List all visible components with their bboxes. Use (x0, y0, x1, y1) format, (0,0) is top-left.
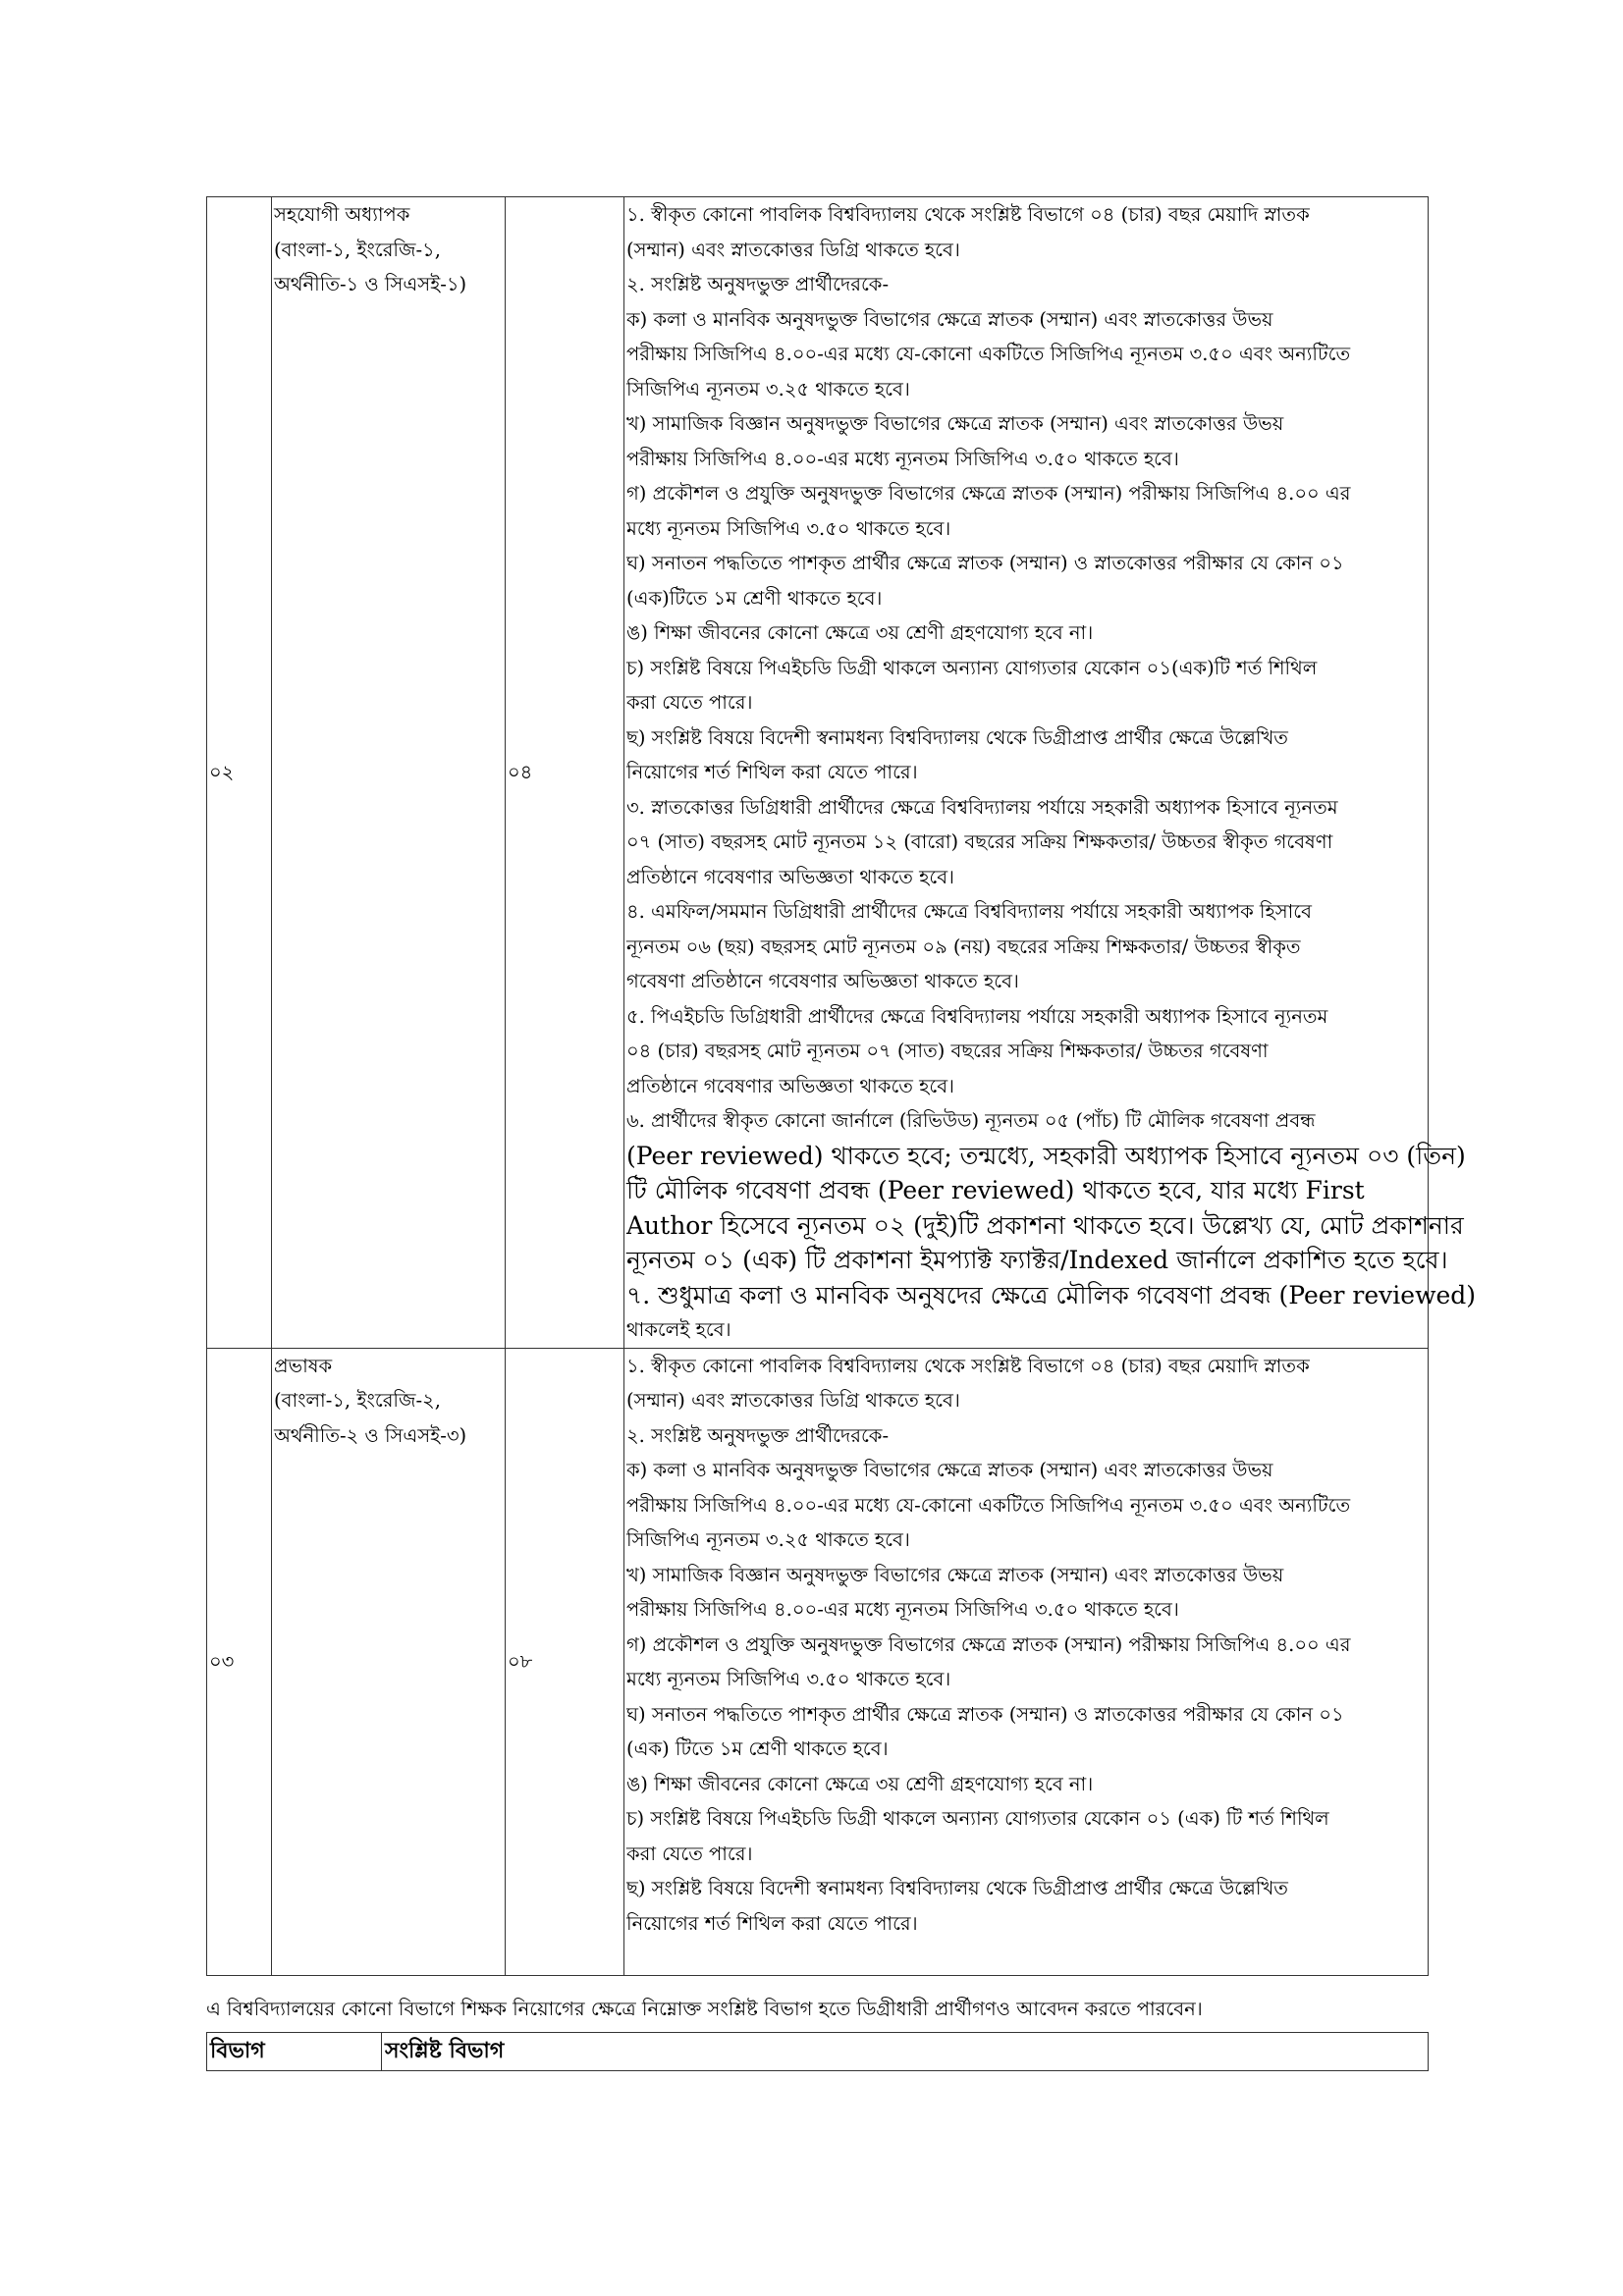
qualification-line: (এক)টিতে ১ম শ্রেণী থাকতে হবে। (626, 586, 883, 610)
eligibility-note: এ বিশ্ববিদ্যালয়ের কোনো বিভাগে শিক্ষক নিয়োগের ক্ষেত্রে নিম্নোক্ত সংশ্লিষ্ট বিভাগ হতে ডিগ্রীধারী প্রার্থীগণও আবেদন করতে পারবেন। (206, 1998, 1203, 2020)
qualification-line: করা যেতে পারে। (626, 691, 753, 714)
qualification-line: ঘ) সনাতন পদ্ধতিতে পাশকৃত প্রার্থীর ক্ষেত্রে স্নাতক (সম্মান) ও স্নাতকোত্তর পরীক্ষার যে কোন ০১ (626, 552, 1344, 574)
qualification-line: খ) সামাজিক বিজ্ঞান অনুষদভুক্ত বিভাগের ক্ষেত্রে স্নাতক (সম্মান) এবং স্নাতকোত্তর উভয় (626, 412, 1284, 435)
qualification-line: খ) সামাজিক বিজ্ঞান অনুষদভুক্ত বিভাগের ক্ষেত্রে স্নাতক (সম্মান) এবং স্নাতকোত্তর উভয় (626, 1563, 1284, 1586)
qualification-line: নিয়োগের শর্ত শিথিল করা যেতে পারে। (626, 1911, 918, 1935)
qualification-line: ন্যূনতম ০১ (এক) টি প্রকাশনা ইমপ্যাক্ট ফ্যাক্টর/Indexed জার্নালে প্রকাশিত হতে হবে। (626, 1246, 1448, 1274)
blank-line (626, 1941, 1428, 1975)
serial-cell: ০২ (207, 197, 272, 1349)
qualification-line: প্রতিষ্ঠানে গবেষণার অভিজ্ঞতা থাকতে হবে। (626, 865, 955, 888)
qualification-line: চ) সংশ্লিষ্ট বিষয়ে পিএইচডি ডিগ্রী থাকলে অন্যান্য যোগ্যতার যেকোন ০১(এক)টি শর্ত শিথিল (626, 656, 1318, 679)
qualification-line: নিয়োগের শর্ত শিথিল করা যেতে পারে। (626, 761, 918, 783)
qualification-line: পরীক্ষায় সিজিপিএ ৪.০০-এর মধ্যে যে-কোনো একটিতে সিজিপিএ ন্যূনতম ৩.৫০ এবং অন্যটিতে (626, 1493, 1351, 1517)
qualification-line: সিজিপিএ ন্যূনতম ৩.২৫ থাকতে হবে। (626, 377, 910, 400)
qualification-line: ঙ) শিক্ষা জীবনের কোনো ক্ষেত্রে ৩য় শ্রেণী গ্রহণযোগ্য হবে না। (626, 621, 1094, 644)
qualification-line: (সম্মান) এবং স্নাতকোত্তর ডিগ্রি থাকতে হবে। (626, 238, 960, 261)
qualification-line: (এক) টিতে ১ম শ্রেণী থাকতে হবে। (626, 1737, 889, 1760)
qualification-line: Author হিসেবে ন্যূনতম ০২ (দুই)টি প্রকাশনা থাকতে হবে। উল্লেখ্য যে, মোট প্রকাশনার (626, 1210, 1464, 1240)
qualification-line: ক) কলা ও মানবিক অনুষদভুক্ত বিভাগের ক্ষেত্রে স্নাতক (সম্মান) এবং স্নাতকোত্তর উভয় (626, 1459, 1273, 1481)
qualification-line: প্রতিষ্ঠানে গবেষণার অভিজ্ঞতা থাকতে হবে। (626, 1074, 955, 1097)
post-detail: অর্থনীতি-১ ও সিএসই-১) (274, 273, 467, 295)
qualification-line: পরীক্ষায় সিজিপিএ ৪.০০-এর মধ্যে ন্যূনতম সিজিপিএ ৩.৫০ থাকতে হবে। (626, 447, 1179, 470)
qualification-line: ১. স্বীকৃত কোনো পাবলিক বিশ্ববিদ্যালয় থেকে সংশ্লিষ্ট বিভাগে ০৪ (চার) বছর মেয়াদি স্নাতক (626, 203, 1310, 226)
qualification-line: ন্যূনতম ০৬ (ছয়) বছরসহ মোট ন্যূনতম ০৯ (নয়) বছরের সক্রিয় শিক্ষকতার/ উচ্চতর স্বীকৃত (626, 934, 1301, 958)
table-row (207, 1348, 1429, 1976)
post-detail: অর্থনীতি-২ ও সিএসই-৩) (274, 1423, 467, 1447)
qualification-line: ৬. প্রার্থীদের স্বীকৃত কোনো জার্নালে (রিভিউড) ন্যূনতম ০৫ (পাঁচ) টি মৌলিক গবেষণা প্রবন্ধ (626, 1109, 1316, 1132)
qualification-line: ৪. এমফিল/সমমান ডিগ্রিধারী প্রার্থীদের ক্ষেত্রে বিশ্ববিদ্যালয় পর্যায়ে সহকারী অধ্যাপক হিসাবে (626, 900, 1312, 923)
qualification-line: মধ্যে ন্যূনতম সিজিপিএ ৩.৫০ থাকতে হবে। (626, 516, 951, 540)
qualification-line: ৫. পিএইচডি ডিগ্রিধারী প্রার্থীদের ক্ষেত্রে বিশ্ববিদ্যালয় পর্যায়ে সহকারী অধ্যাপক হিসাবে ন্যূনতম (626, 1004, 1328, 1028)
qualification-cell (624, 1348, 1429, 1976)
qualification-line: গ) প্রকৌশল ও প্রযুক্তি অনুষদভুক্ত বিভাগের ক্ষেত্রে স্নাতক (সম্মান) পরীক্ষায় সিজিপিএ ৪.০০ এর (626, 482, 1351, 505)
qualification-line: চ) সংশ্লিষ্ট বিষয়ে পিএইচডি ডিগ্রী থাকলে অন্যান্য যোগ্যতার যেকোন ০১ (এক) টি শর্ত শিথিল (626, 1807, 1329, 1830)
related-department-column-header: সংশ্লিষ্ট বিভাগ (382, 2033, 1429, 2071)
table-row (207, 197, 1429, 1349)
serial-cell: ০৩ (207, 1348, 272, 1976)
qualification-line: ঙ) শিক্ষা জীবনের কোনো ক্ষেত্রে ৩য় শ্রেণী গ্রহণযোগ্য হবে না। (626, 1772, 1094, 1795)
qualification-line: ক) কলা ও মানবিক অনুষদভুক্ত বিভাগের ক্ষেত্রে স্নাতক (সম্মান) এবং স্নাতকোত্তর উভয় (626, 307, 1273, 331)
post-detail: (বাংলা-১, ইংরেজি-২, (274, 1389, 441, 1412)
post-detail: (বাংলা-১, ইংরেজি-১, (274, 238, 441, 261)
count-cell: ০৮ (506, 1348, 624, 1976)
qualification-line: ২. সংশ্লিষ্ট অনুষদভুক্ত প্রার্থীদেরকে- (626, 1423, 890, 1447)
qualification-line: ২. সংশ্লিষ্ট অনুষদভুক্ত প্রার্থীদেরকে- (626, 273, 890, 295)
qualification-line: টি মৌলিক গবেষণা প্রবন্ধ (Peer reviewed) থাকতে হবে, যার মধ্যে First (626, 1176, 1365, 1204)
count-cell: ০৪ (506, 197, 624, 1349)
qualification-cell (624, 197, 1477, 1349)
post-title: সহযোগী অধ্যাপক (274, 203, 410, 226)
qualification-line: গ) প্রকৌশল ও প্রযুক্তি অনুষদভুক্ত বিভাগের ক্ষেত্রে স্নাতক (সম্মান) পরীক্ষায় সিজিপিএ ৪.০০ এর (626, 1632, 1351, 1656)
qualification-line: (সম্মান) এবং স্নাতকোত্তর ডিগ্রি থাকতে হবে। (626, 1389, 960, 1412)
qualification-line: গবেষণা প্রতিষ্ঠানে গবেষণার অভিজ্ঞতা থাকতে হবে। (626, 970, 1019, 992)
qualification-line: ৭. শুধুমাত্র কলা ও মানবিক অনুষদের ক্ষেত্রে মৌলিক গবেষণা প্রবন্ধ (Peer reviewed) (626, 1280, 1477, 1309)
qualification-line: ০৪ (চার) বছরসহ মোট ন্যূনতম ০৭ (সাত) বছরের সক্রিয় শিক্ষকতার/ উচ্চতর গবেষণা (626, 1040, 1269, 1062)
table-header-row (207, 2033, 1429, 2071)
qualification-line: ছ) সংশ্লিষ্ট বিষয়ে বিদেশী স্বনামধন্য বিশ্ববিদ্যালয় থেকে ডিগ্রীপ্রাপ্ত প্রার্থীর ক্ষেত্রে উল্লেখিত (626, 1877, 1288, 1899)
qualification-line: ঘ) সনাতন পদ্ধতিতে পাশকৃত প্রার্থীর ক্ষেত্রে স্নাতক (সম্মান) ও স্নাতকোত্তর পরীক্ষার যে কোন ০১ (626, 1702, 1344, 1726)
requirements-table (206, 196, 1477, 1976)
qualification-line: করা যেতে পারে। (626, 1842, 753, 1865)
qualification-line: ১. স্বীকৃত কোনো পাবলিক বিশ্ববিদ্যালয় থেকে সংশ্লিষ্ট বিভাগে ০৪ (চার) বছর মেয়াদি স্নাতক (626, 1354, 1310, 1377)
qualification-line: পরীক্ষায় সিজিপিএ ৪.০০-এর মধ্যে ন্যূনতম সিজিপিএ ৩.৫০ থাকতে হবে। (626, 1598, 1179, 1621)
post-cell (272, 197, 506, 1349)
qualification-line: থাকলেই হবে। (626, 1318, 731, 1341)
department-table (206, 2032, 1429, 2071)
post-cell (272, 1348, 506, 1976)
post-title: প্রভাষক (274, 1354, 333, 1377)
qualification-line: ৩. স্নাতকোত্তর ডিগ্রিধারী প্রার্থীদের ক্ষেত্রে বিশ্ববিদ্যালয় পর্যায়ে সহকারী অধ্যাপক হিসাবে ন্যূনতম (626, 795, 1338, 819)
qualification-line: (Peer reviewed) থাকতে হবে; তন্মধ্যে, সহকারী অধ্যাপক হিসাবে ন্যূনতম ০৩ (তিন) (626, 1141, 1466, 1170)
qualification-line: ০৭ (সাত) বছরসহ মোট ন্যূনতম ১২ (বারো) বছরের সক্রিয় শিক্ষকতার/ উচ্চতর স্বীকৃত গবেষণা (626, 830, 1333, 853)
qualification-line: মধ্যে ন্যূনতম সিজিপিএ ৩.৫০ থাকতে হবে। (626, 1668, 951, 1690)
qualification-line: সিজিপিএ ন্যূনতম ৩.২৫ থাকতে হবে। (626, 1528, 910, 1551)
qualification-line: ছ) সংশ্লিষ্ট বিষয়ে বিদেশী স্বনামধন্য বিশ্ববিদ্যালয় থেকে ডিগ্রীপ্রাপ্ত প্রার্থীর ক্ষেত্রে উল্লেখিত (626, 725, 1288, 749)
qualification-line: পরীক্ষায় সিজিপিএ ৪.০০-এর মধ্যে যে-কোনো একটিতে সিজিপিএ ন্যূনতম ৩.৫০ এবং অন্যটিতে (626, 343, 1351, 365)
department-column-header: বিভাগ (207, 2033, 382, 2071)
